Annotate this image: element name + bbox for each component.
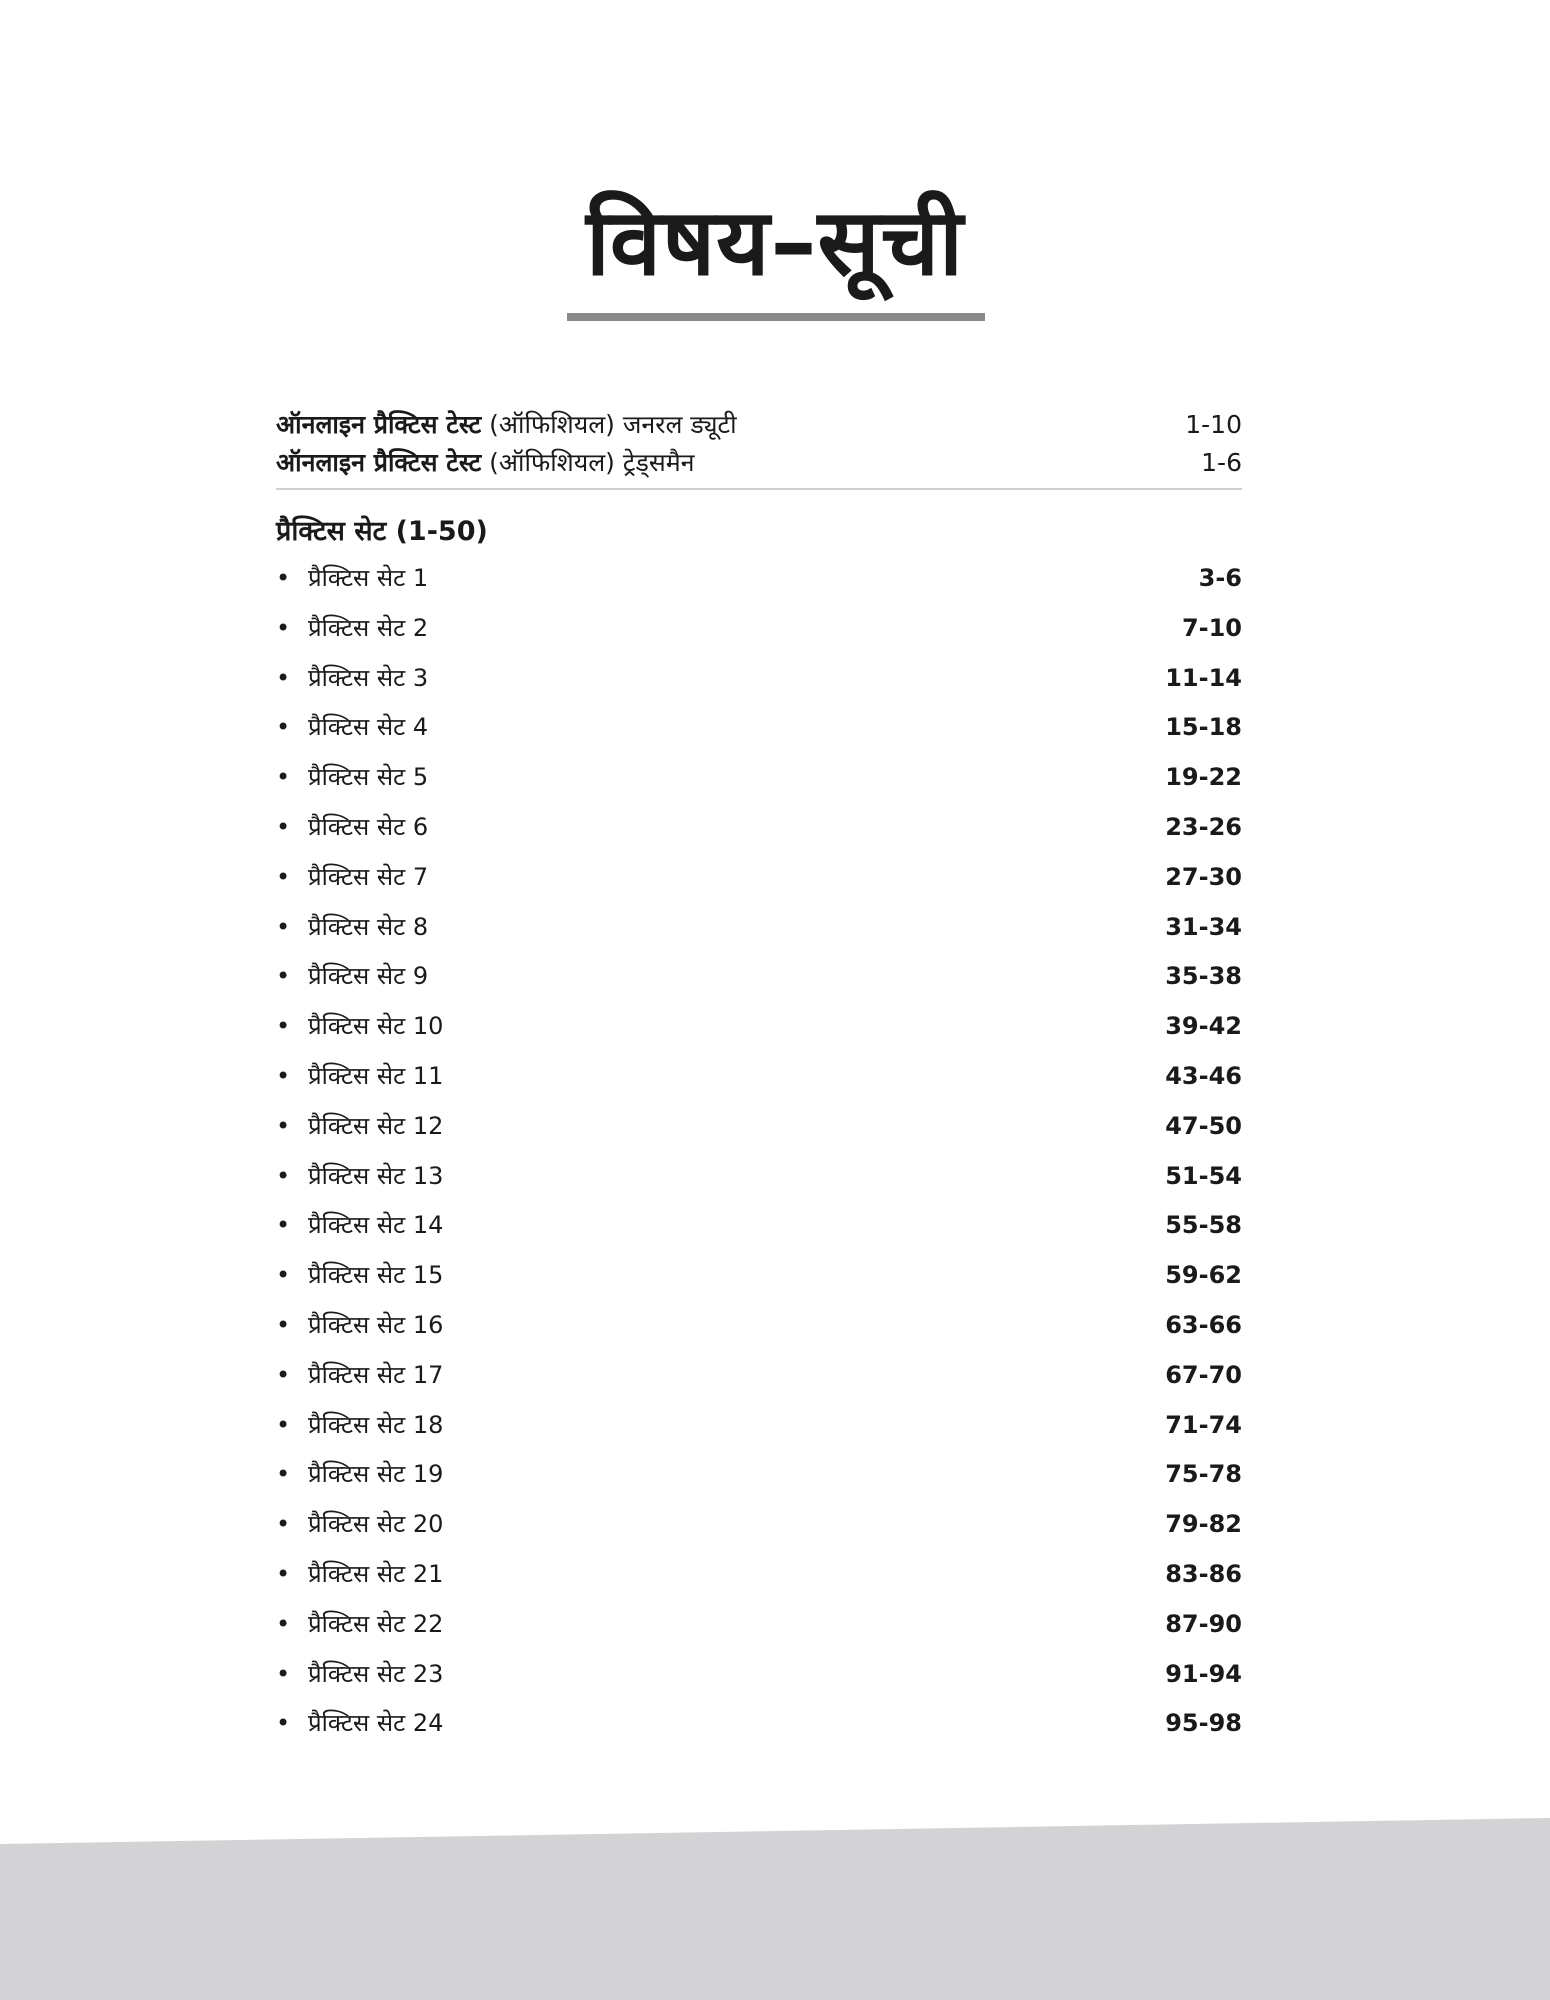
intro-entry-tradesman[interactable] — [276, 444, 1242, 482]
toc-entry-label: प्रैक्टिस सेट 10 — [308, 1012, 444, 1041]
toc-entry-pages: 15-18 — [1165, 713, 1242, 742]
toc-entry[interactable] — [276, 1203, 1242, 1253]
toc-entry-pages: 19-22 — [1165, 763, 1242, 792]
toc-entry-label: प्रैक्टिस सेट 21 — [308, 1559, 444, 1588]
toc-entry[interactable] — [276, 755, 1242, 805]
bullet-icon: • — [276, 1061, 291, 1090]
toc-entry-label: प्रैक्टिस सेट 8 — [308, 912, 429, 941]
toc-entry-pages: 59-62 — [1165, 1261, 1242, 1290]
bullet-icon: • — [276, 1261, 291, 1290]
section-divider — [276, 488, 1242, 490]
toc-entry-label: प्रैक्टिस सेट 12 — [308, 1111, 444, 1140]
toc-entry-pages: 67-70 — [1165, 1360, 1242, 1389]
bullet-icon: • — [276, 1111, 291, 1140]
toc-entry[interactable] — [276, 1054, 1242, 1104]
toc-entry-label: प्रैक्टिस सेट 5 — [308, 763, 429, 792]
bullet-icon: • — [276, 1161, 291, 1190]
bullet-icon: • — [276, 763, 291, 792]
toc-entry[interactable] — [276, 1452, 1242, 1502]
toc-entry-pages: 83-86 — [1165, 1559, 1242, 1588]
bullet-icon: • — [276, 663, 291, 692]
bullet-icon: • — [276, 1211, 291, 1240]
toc-entry[interactable] — [276, 1303, 1242, 1353]
bullet-icon: • — [276, 1510, 291, 1539]
toc-entry[interactable] — [276, 1154, 1242, 1204]
bullet-icon: • — [276, 862, 291, 891]
section-heading: प्रैक्टिस सेट (1-50) — [276, 516, 488, 547]
toc-entry[interactable] — [276, 805, 1242, 855]
toc-entry-label: प्रैक्टिस सेट 4 — [308, 713, 429, 742]
toc-entry-label: प्रैक्टिस सेट 22 — [308, 1609, 444, 1638]
page-title: विषय–सूची — [586, 189, 964, 296]
toc-entry-label: प्रैक्टिस सेट 17 — [308, 1360, 444, 1389]
toc-entry-label: प्रैक्टिस सेट 18 — [308, 1410, 444, 1439]
toc-entry-label: प्रैक्टिस सेट 7 — [308, 862, 429, 891]
bullet-icon: • — [276, 613, 291, 642]
bullet-icon: • — [276, 1310, 291, 1339]
bullet-icon: • — [276, 812, 291, 841]
bullet-icon: • — [276, 1609, 291, 1638]
intro-entry-label-rest: (ऑफिशियल) जनरल ड्यूटी — [481, 410, 737, 439]
intro-entry-pages: 1-6 — [1201, 448, 1242, 477]
toc-entry-pages: 43-46 — [1165, 1061, 1242, 1090]
toc-entry[interactable] — [276, 1602, 1242, 1652]
toc-entry[interactable] — [276, 606, 1242, 656]
toc-entry[interactable] — [276, 705, 1242, 755]
bullet-icon: • — [276, 1659, 291, 1688]
toc-entry[interactable] — [276, 1253, 1242, 1303]
toc-entry-label: प्रैक्टिस सेट 11 — [308, 1061, 444, 1090]
toc-entry-label: प्रैक्टिस सेट 23 — [308, 1659, 444, 1688]
toc-entry-label: प्रैक्टिस सेट 1 — [308, 564, 429, 592]
toc-entry[interactable] — [276, 1004, 1242, 1054]
toc-entry-pages: 55-58 — [1165, 1211, 1242, 1240]
toc-entry[interactable] — [276, 656, 1242, 706]
toc-entry-label: प्रैक्टिस सेट 2 — [308, 613, 429, 642]
toc-entry-label: प्रैक्टिस सेट 3 — [308, 663, 429, 692]
toc-entry[interactable] — [276, 954, 1242, 1004]
toc-list — [276, 556, 1242, 1751]
toc-entry-pages: 63-66 — [1165, 1310, 1242, 1339]
bullet-icon: • — [276, 1012, 291, 1041]
toc-entry-pages: 75-78 — [1165, 1460, 1242, 1489]
toc-entry-pages: 11-14 — [1165, 663, 1242, 692]
toc-entry-label: प्रैक्टिस सेट 9 — [308, 962, 429, 991]
toc-entry-label: प्रैक्टिस सेट 24 — [308, 1709, 444, 1738]
toc-entry-pages: 27-30 — [1165, 862, 1242, 891]
title-underline — [567, 313, 985, 321]
bullet-icon: • — [276, 1709, 291, 1738]
toc-entry-label: प्रैक्टिस सेट 19 — [308, 1460, 444, 1489]
intro-entry-pages: 1-10 — [1185, 410, 1242, 439]
toc-entry-pages: 3-6 — [1198, 564, 1242, 592]
toc-entry[interactable] — [276, 1652, 1242, 1702]
toc-entry[interactable] — [276, 1701, 1242, 1751]
toc-entry[interactable] — [276, 1502, 1242, 1552]
toc-entry-pages: 51-54 — [1165, 1161, 1242, 1190]
intro-entry-general-duty[interactable] — [276, 406, 1242, 444]
toc-entry-label: प्रैक्टिस सेट 6 — [308, 812, 429, 841]
toc-entry-pages: 7-10 — [1181, 613, 1242, 642]
toc-entry-label: प्रैक्टिस सेट 16 — [308, 1310, 444, 1339]
intro-entry-label — [276, 406, 737, 444]
toc-entry-pages: 79-82 — [1165, 1510, 1242, 1539]
bullet-icon: • — [276, 1559, 291, 1588]
toc-entry[interactable] — [276, 1353, 1242, 1403]
toc-entry-pages: 47-50 — [1165, 1111, 1242, 1140]
bottom-band — [0, 1818, 1550, 2000]
toc-entry-pages: 71-74 — [1165, 1410, 1242, 1439]
toc-entry-pages: 31-34 — [1165, 912, 1242, 941]
intro-entry-label-rest: (ऑफिशियल) ट्रेड्समैन — [481, 448, 695, 477]
toc-entry[interactable] — [276, 1104, 1242, 1154]
toc-entry[interactable] — [276, 1403, 1242, 1453]
bullet-icon: • — [276, 1460, 291, 1489]
toc-entry-pages: 95-98 — [1165, 1709, 1242, 1738]
toc-entry-pages: 35-38 — [1165, 962, 1242, 991]
intro-entry-label — [276, 444, 695, 482]
bullet-icon: • — [276, 713, 291, 742]
intro-entry-label-bold: ऑनलाइन प्रैक्टिस टेस्ट — [276, 448, 482, 477]
bullet-icon: • — [276, 564, 291, 592]
toc-entry-pages: 87-90 — [1165, 1609, 1242, 1638]
toc-entry-label: प्रैक्टिस सेट 20 — [308, 1510, 444, 1539]
toc-entry-pages: 39-42 — [1165, 1012, 1242, 1041]
intro-entry-label-bold: ऑनलाइन प्रैक्टिस टेस्ट — [276, 410, 482, 439]
toc-entry-label: प्रैक्टिस सेट 13 — [308, 1161, 444, 1190]
bullet-icon: • — [276, 1360, 291, 1389]
toc-entry[interactable] — [276, 855, 1242, 905]
toc-entry-label: प्रैक्टिस सेट 14 — [308, 1211, 444, 1240]
toc-entry[interactable] — [276, 556, 1242, 606]
toc-entry[interactable] — [276, 1552, 1242, 1602]
toc-entry-pages: 91-94 — [1165, 1659, 1242, 1688]
bullet-icon: • — [276, 962, 291, 991]
toc-entry[interactable] — [276, 905, 1242, 955]
bullet-icon: • — [276, 1410, 291, 1439]
bullet-icon: • — [276, 912, 291, 941]
toc-entry-pages: 23-26 — [1165, 812, 1242, 841]
toc-entry-label: प्रैक्टिस सेट 15 — [308, 1261, 444, 1290]
